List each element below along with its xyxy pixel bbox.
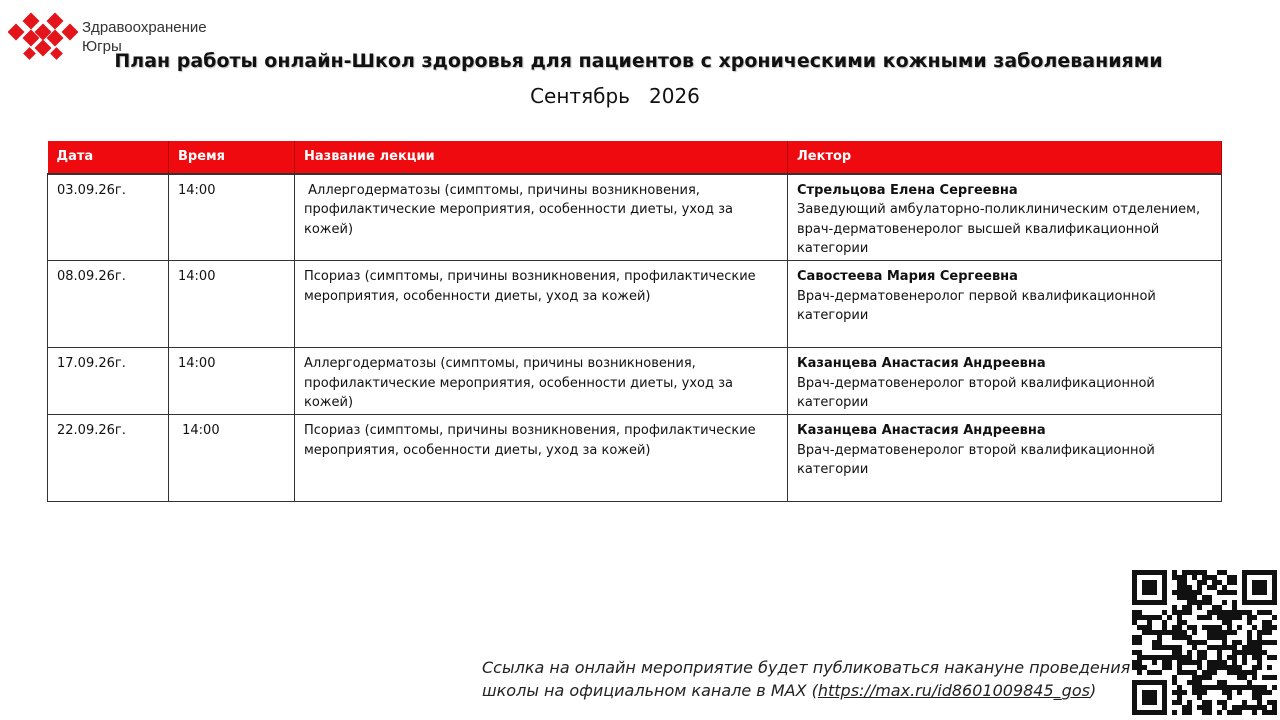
lecturer-role: Врач-дерматовенеролог второй квалификационной категории (797, 375, 1155, 410)
brand-line-1: Здравоохранение (82, 19, 207, 36)
cell-date: 03.09.26г. (48, 174, 169, 261)
lecturer-role: Врач-дерматовенеролог второй квалификационной категории (797, 442, 1155, 477)
brand-line-2: Югры (82, 38, 122, 55)
note-line-2-prefix: школы на официальном канале в MAX ( (482, 681, 818, 700)
table-row (48, 174, 1222, 261)
lecturer-name: Стрельцова Елена Сергеевна (797, 182, 1018, 198)
lecturer-role: Заведующий амбулаторно-поликлиническим отделением, врач-дерматовенеролог высшей квалификационной категории (797, 202, 1201, 256)
note-line-2-suffix: ) (1089, 681, 1097, 700)
header-date: Дата (48, 141, 169, 174)
qr-code-icon[interactable] (1130, 566, 1280, 720)
cell-time: 14:00 (169, 415, 295, 502)
cell-date: 22.09.26г. (48, 415, 169, 502)
table-row (48, 261, 1222, 348)
lecturer-name: Казанцева Анастасия Андреевна (797, 356, 1046, 371)
cell-date: 17.09.26г. (48, 348, 169, 415)
note-line-2 (482, 679, 1130, 702)
cell-lecturer (788, 261, 1222, 348)
header-lecture: Название лекции (295, 141, 788, 174)
cell-lecturer (788, 415, 1222, 502)
lecturer-name: Казанцева Анастасия Андреевна (797, 423, 1046, 438)
page-title (0, 50, 1280, 72)
announcement-note (482, 656, 1130, 702)
table-row (48, 348, 1222, 415)
cell-time: 14:00 (169, 261, 295, 348)
cell-lecturer (788, 348, 1222, 415)
note-line-1: Ссылка на онлайн мероприятие будет публиковаться накануне проведения (482, 658, 1131, 677)
lecturer-name: Савостеева Мария Сергеевна (797, 269, 1018, 284)
cell-date: 08.09.26г. (48, 261, 169, 348)
schedule-table (47, 141, 1222, 502)
page-title-text: План работы онлайн-Школ здоровья для пациентов с хроническими кожными заболеваниями (114, 50, 1163, 72)
page-subtitle: Сентябрь 2026 (530, 84, 700, 108)
cell-lecture: Аллергодерматозы (симптомы, причины возникновения, профилактические мероприятия, особенности диеты, уход за кожей) (295, 348, 788, 415)
cell-time: 14:00 (169, 348, 295, 415)
header-lecturer: Лектор (788, 141, 1222, 174)
cell-lecture: Псориаз (симптомы, причины возникновения, профилактические мероприятия, особенности диеты, уход за кожей) (295, 261, 788, 348)
max-channel-link[interactable]: https://max.ru/id8601009845_gos (817, 681, 1090, 700)
cell-lecture: Псориаз (симптомы, причины возникновения, профилактические мероприятия, особенности диеты, уход за кожей) (295, 415, 788, 502)
cell-lecture: Аллергодерматозы (симптомы, причины возникновения, профилактические мероприятия, особенности диеты, уход за кожей) (295, 174, 788, 261)
lecturer-role: Врач-дерматовенеролог первой квалификационной категории (797, 288, 1156, 323)
header-time: Время (169, 141, 295, 174)
cell-lecturer (788, 174, 1222, 261)
cell-time: 14:00 (169, 174, 295, 261)
table-row (48, 415, 1222, 502)
table-header-row (48, 141, 1222, 174)
